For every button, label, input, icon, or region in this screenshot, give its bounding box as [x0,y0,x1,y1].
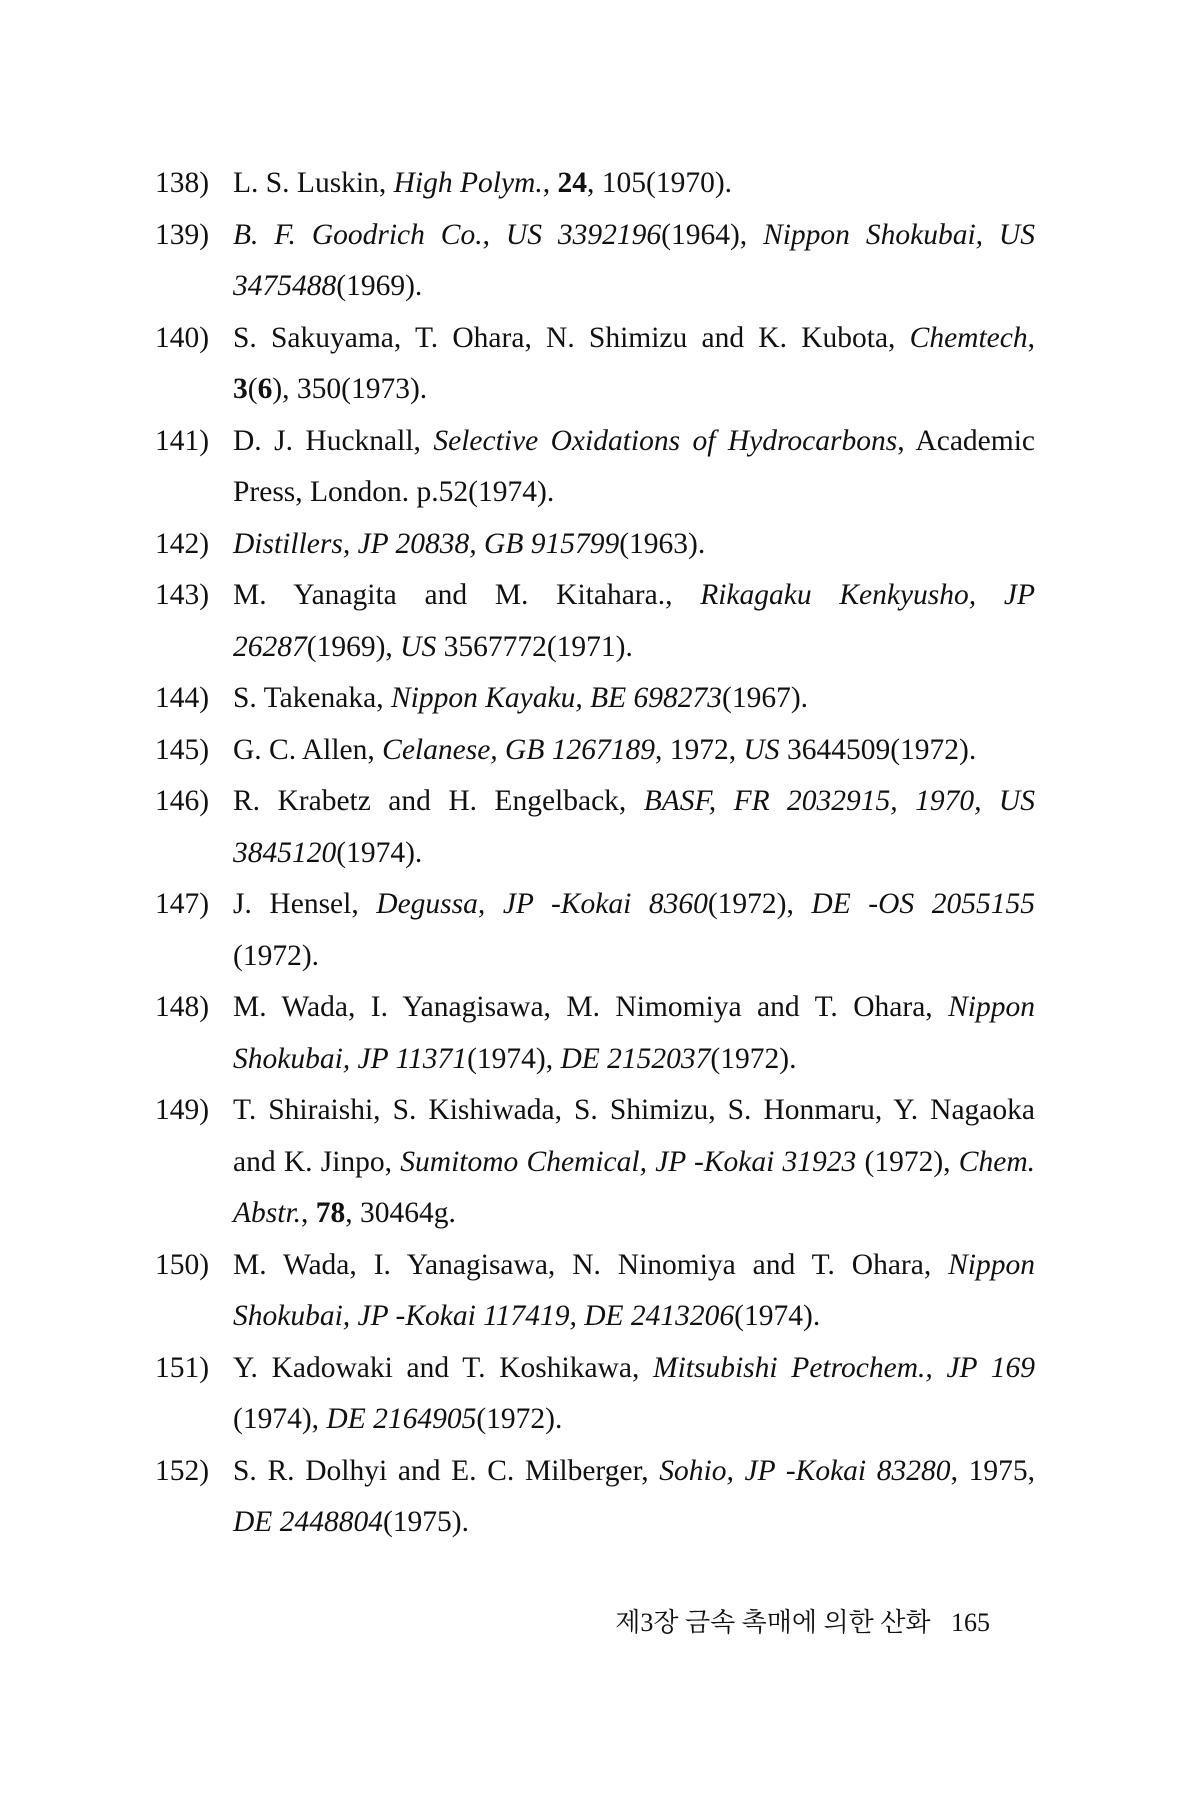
reference-item [155,1446,1035,1549]
reference-text [233,776,1035,879]
reference-number: 145) [155,733,210,766]
reference-text-run: S. R. Dolhyi and E. C. Milberger, [233,1454,660,1487]
reference-text-run: DE 2164905 [326,1403,477,1435]
reference-text-run: L. S. Luskin, [233,167,394,199]
reference-text-run: , 30464g. [345,1197,456,1229]
reference-text-run: (1969), [306,630,401,663]
reference-item [155,1343,1035,1446]
reference-text-run: (1964), [661,218,764,251]
reference-text [233,725,1035,777]
reference-text-run: M. Wada, I. Yanagisawa, M. Nimomiya and T. Ohara, [233,991,949,1023]
reference-text-run: ), 350(1973). [272,373,428,405]
reference-item [155,725,1035,777]
reference-text [233,1343,1035,1446]
reference-text [233,210,1035,313]
reference-text-run: 24 [557,167,587,199]
reference-number: 140) [155,321,210,354]
reference-item [155,982,1035,1085]
reference-item [155,416,1035,519]
reference-number: 152) [155,1454,210,1487]
reference-text-run: 3644509(1972). [779,733,977,766]
reference-text-run: (1974). [734,1300,821,1332]
reference-text-run: J. Hensel, [233,888,377,920]
reference-item [155,776,1035,879]
reference-text-run: , [1027,321,1035,354]
reference-text-run: Nippon Shokubai, JP -Kokai 117419, DE 2413206 [233,1248,1035,1332]
reference-number: 148) [155,991,210,1023]
reference-text-run: , 1975, [950,1454,1036,1487]
page-footer [570,1602,990,1639]
reference-text-run: D. J. Hucknall, [233,424,434,457]
reference-item [155,673,1035,725]
reference-text-run: High Polym. [393,167,543,199]
reference-text-run: 3 [233,373,248,405]
reference-text-run: 78 [315,1197,346,1229]
reference-text-run: (1972), [856,1145,959,1178]
reference-text-run: Y. Kadowaki and T. Koshikawa, [233,1351,654,1384]
reference-number: 138) [155,167,210,199]
reference-text-run: S. Takenaka, [233,682,391,714]
reference-text-run: 6 [257,373,273,405]
reference-text-run: (1972), [707,888,812,920]
reference-text-run: Nippon Shokubai, US 3475488 [233,218,1035,302]
reference-text-run: Degussa, JP -Kokai 8360 [376,888,708,920]
reference-text-run: BASF, FR 2032915, 1970, US 3845120 [233,785,1035,869]
reference-text-run: (1972). [710,1042,797,1075]
reference-text-run: T. Shiraishi, S. Kishiwada, S. Shimizu, S. Honmaru, Y. Nagaoka and K. Jinpo, [233,1094,1035,1178]
reference-text-run: , 105(1970). [587,167,733,199]
reference-text [233,982,1035,1085]
reference-text [233,1085,1035,1240]
reference-text-run: , 1972, [655,733,744,766]
reference-number: 139) [155,218,210,251]
reference-text-run: Rikagaku Kenkyusho, JP 26287 [233,579,1035,663]
reference-number: 144) [155,682,210,714]
reference-text-run: DE 2152037 [560,1042,711,1075]
reference-text [233,1446,1035,1549]
reference-number: 147) [155,888,210,920]
reference-text-run: , [482,218,506,251]
reference-text-run: (1974), [233,1403,327,1435]
reference-text-run: DE -OS 2055155 [811,888,1035,920]
reference-number: 141) [155,424,210,457]
reference-text-run: Celanese, GB 1267189 [382,733,655,766]
reference-list [155,158,1035,1549]
reference-text [233,673,1035,725]
reference-text-run: (1974). [336,836,423,869]
reference-text-run: Mitsubishi Petrochem., JP 169 [653,1351,1035,1384]
reference-text-run: US [743,733,780,766]
reference-item [155,313,1035,416]
reference-text-run: B. F. Goodrich Co. [233,218,483,251]
reference-item [155,158,1035,210]
reference-text-run: (1969). [336,270,423,302]
reference-text-run: ( [247,373,258,405]
reference-item [155,1085,1035,1240]
reference-number: 146) [155,785,210,817]
reference-text-run: R. Krabetz and H. Engelback, [233,785,644,817]
reference-text-run: Sumitomo Chemical, JP -Kokai 31923 [400,1145,857,1178]
reference-item [155,1240,1035,1343]
reference-text-run: US 3392196 [505,218,662,251]
reference-text [233,570,1035,673]
reference-number: 143) [155,579,210,611]
reference-text-run: , Academic Press, London. p.52(1974). [233,424,1035,508]
reference-text [233,879,1035,982]
reference-text [233,158,1035,210]
reference-text-run: 3567772(1971). [436,630,633,663]
reference-item [155,519,1035,571]
reference-text-run: (1974), [467,1042,561,1075]
reference-text-run: S. Sakuyama, T. Ohara, N. Shimizu and K. Kubota, [233,321,910,354]
reference-number: 142) [155,527,210,560]
reference-text-run: , [301,1197,316,1229]
reference-text-run: , [542,167,558,199]
reference-text-run: (1972). [233,939,320,972]
page-number: 165 [951,1608,990,1637]
reference-number: 149) [155,1094,210,1126]
reference-text-run: Sohio, JP -Kokai 83280 [659,1454,951,1487]
reference-text-run: US [400,630,437,663]
reference-text-run: Chem. Abstr. [233,1145,1035,1229]
reference-item [155,210,1035,313]
reference-number: 151) [155,1351,210,1384]
reference-text-run: M. Wada, I. Yanagisawa, N. Ninomiya and T. Ohara, [233,1248,949,1281]
reference-text-run: Nippon Shokubai, JP 11371 [233,991,1035,1075]
reference-text-run: (1972). [476,1403,563,1435]
reference-item [155,879,1035,982]
reference-text-run: (1963). [619,527,706,560]
reference-item [155,570,1035,673]
reference-text [233,519,1035,571]
reference-text-run: G. C. Allen, [233,733,383,766]
reference-text-run: Chemtech [909,321,1028,354]
reference-text-run: (1975). [382,1506,469,1538]
chapter-title: 제3장 금속 촉매에 의한 산화 [615,1608,931,1637]
reference-text-run: Selective Oxidations of Hydrocarbons [433,424,898,457]
reference-text [233,313,1035,416]
reference-text-run: M. Yanagita and M. Kitahara., [233,579,701,611]
reference-number: 150) [155,1248,210,1281]
reference-text-run: (1967). [722,682,809,714]
reference-text [233,416,1035,519]
reference-text [233,1240,1035,1343]
reference-text-run: Nippon Kayaku, BE 698273 [390,682,722,714]
reference-text-run: Distillers, JP 20838, GB 915799 [233,527,620,560]
reference-text-run: DE 2448804 [233,1506,383,1538]
